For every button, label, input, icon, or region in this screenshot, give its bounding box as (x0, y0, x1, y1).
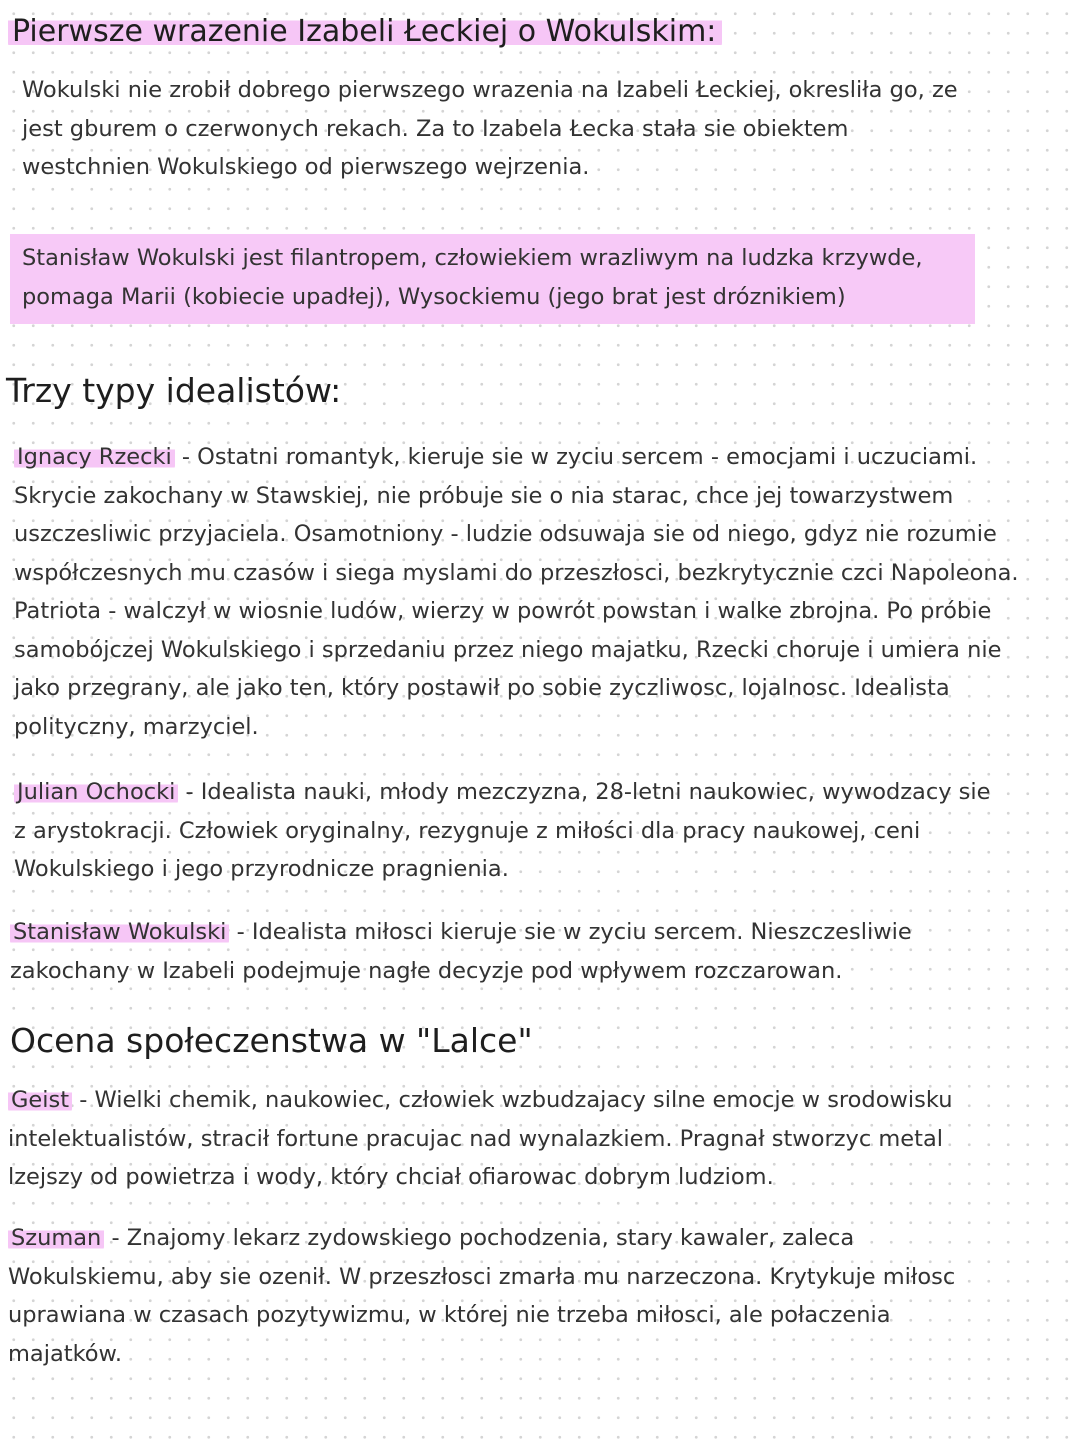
entry-geist (8, 1081, 998, 1197)
entry-szuman-text: - Znajomy lekarz zydowskiego pochodzenia, stary kawaler, zaleca Wokulskiemu, aby sie ozenił. W przeszłosci zmarła mu narzeczona. Krytykuje miłosc uprawiana w czasach pozytywizmu, w której nie trzeba miłosci, ale połaczenia majatków. (8, 1225, 956, 1367)
term-stanislaw-wokulski: Stanisław Wokulski (10, 919, 229, 945)
entry-ignacy-rzecki (14, 438, 1044, 746)
entry-julian-ochocki (14, 773, 1004, 889)
highlight-box-philanthropist (10, 234, 975, 324)
heading-three-idealists (6, 368, 341, 414)
heading-society-assessment-text: Ocena społeczenstwa w "Lalce" (10, 1021, 533, 1060)
heading-first-impression (8, 10, 722, 54)
entry-geist-text: - Wielki chemik, naukowiec, człowiek wzbudzajacy silne emocje w srodowisku intelektualistów, stracił fortune pracujac nad wynalazkiem. Pragnał stworzyc metal lzejszy od powietrza i wody, który chciał ofiarowac dobrym ludziom. (8, 1087, 953, 1190)
entry-julian-ochocki-text: - Idealista nauki, młody mezczyzna, 28-letni naukowiec, wywodzacy sie z arystokracji. Człowiek oryginalny, rezygnuje z miłości dla pracy naukowej, ceni Wokulskiego i jego przyrodnicze pragnienia. (14, 779, 991, 882)
term-julian-ochocki: Julian Ochocki (14, 779, 178, 805)
heading-first-impression-text: Pierwsze wrazenie Izabeli Łeckiej o Wokulskim: (8, 14, 722, 49)
term-ignacy-rzecki: Ignacy Rzecki (14, 444, 175, 470)
entry-szuman (8, 1219, 1008, 1373)
entry-stanislaw-wokulski (10, 913, 980, 990)
term-geist: Geist (8, 1087, 72, 1113)
entry-stanislaw-wokulski-text: - Idealista miłosci kieruje sie w zyciu sercem. Nieszczesliwie zakochany w Izabeli podejmuje nagłe decyzje pod wpływem rozczarowan. (10, 919, 912, 984)
entry-ignacy-rzecki-text: - Ostatni romantyk, kieruje sie w zyciu sercem - emocjami i uczuciami. Skrycie zakochany w Stawskiej, nie próbuje sie o nia starac, chce jej towarzystwem uszczesliwic przyjaciela. Osamotniony - ludzie odsuwaja sie od niego, gdyz nie rozumie współczesnych mu czasów i siega myslami do przeszłosci, bezkrytycznie czci Napoleona. Patriota - walczył w wiosnie ludów, wierzy w powrót powstan i walke zbrojna. Po próbie samobójczej Wokulskiego i sprzedaniu przez niego majatku, Rzecki choruje i umiera nie jako przegrany, ale jako ten, który postawił po sobie zyczliwosc, lojalnosc. Idealista polityczny, marzyciel. (14, 444, 1019, 740)
heading-society-assessment (10, 1018, 533, 1064)
highlight-box-text: Stanisław Wokulski jest filantropem, człowiekiem wrazliwym na ludzka krzywde, pomaga Marii (kobiecie upadłej), Wysockiemu (jego brat jest dróznikiem) (22, 245, 923, 310)
term-szuman: Szuman (8, 1225, 104, 1251)
paragraph-first-impression: Wokulski nie zrobił dobrego pierwszego wrazenia na Izabeli Łeckiej, okresliła go, ze jest gburem o czerwonych rekach. Za to Izabela Łecka stała sie obiektem westchnien Wokulskiego od pierwszego wejrzenia. (22, 77, 958, 180)
heading-three-idealists-text: Trzy typy idealistów: (6, 371, 342, 410)
